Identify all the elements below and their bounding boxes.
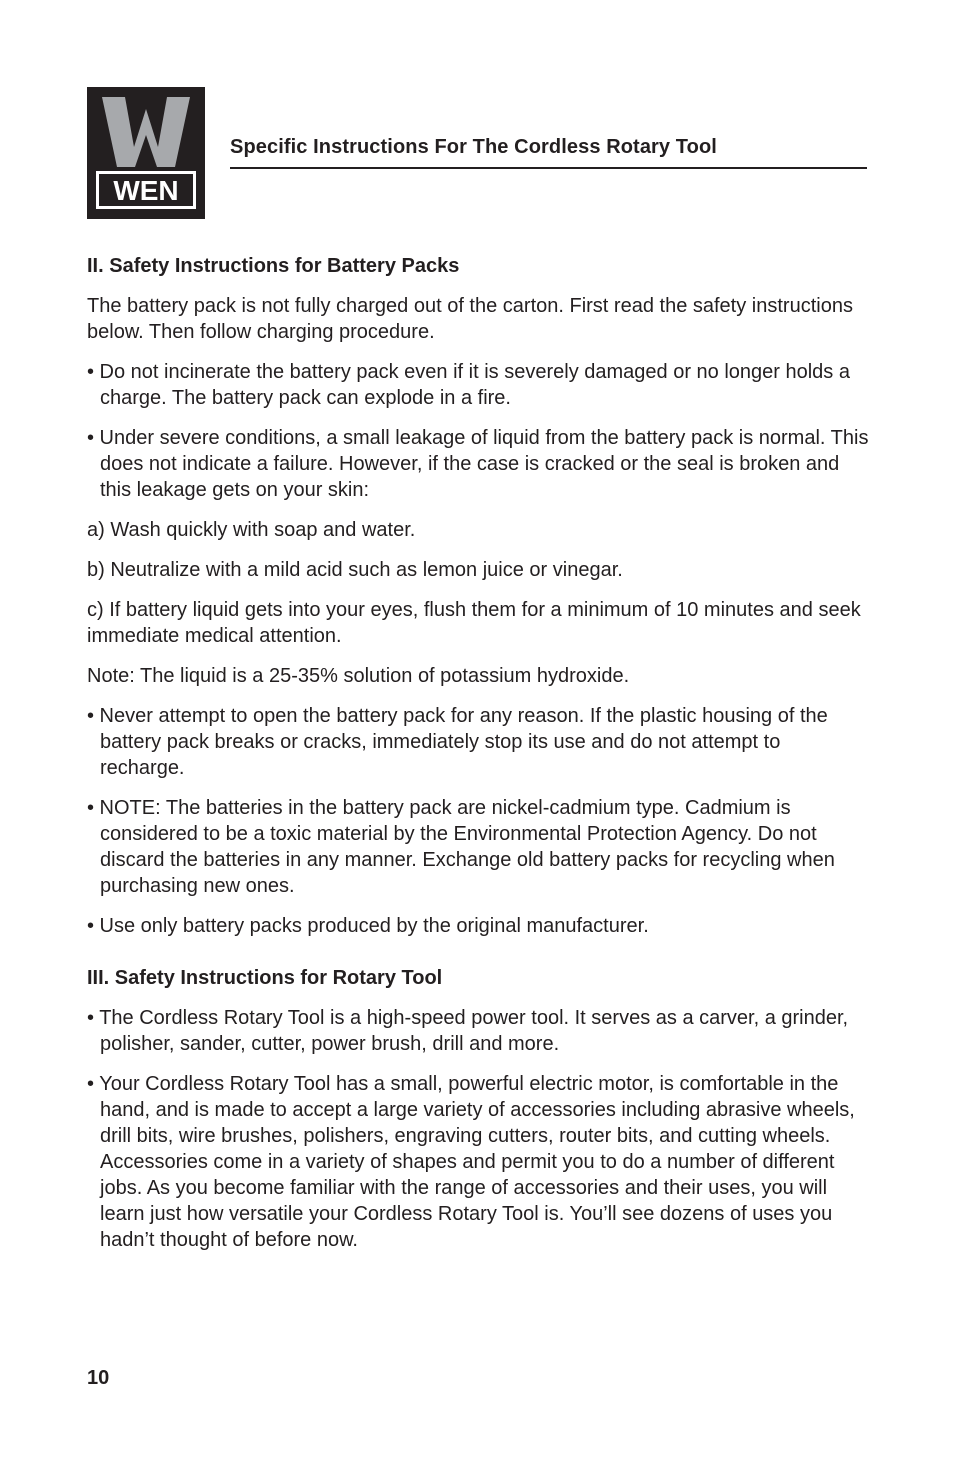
rotary-section-heading: III. Safety Instructions for Rotary Tool: [87, 967, 443, 989]
step-c: c) If battery liquid gets into your eyes, flush them for a minimum of 10 minutes and seek immediate medical attention.: [87, 599, 861, 647]
note-liquid: Note: The liquid is a 25-35% solution of potassium hydroxide.: [87, 665, 630, 687]
step-a: a) Wash quickly with soap and water.: [87, 519, 416, 541]
bullet-highspeed: • The Cordless Rotary Tool is a high-speed power tool. It serves as a carver, a grinder, polisher, sander, cutter, power brush, drill and more.: [87, 1007, 849, 1055]
bullet-open: • Never attempt to open the battery pack for any reason. If the plastic housing of the battery pack breaks or cracks, immediately stop its use and do not attempt to recharge.: [87, 705, 828, 779]
page-body: [87, 253, 869, 1253]
bullet-original: • Use only battery packs produced by the original manufacturer.: [87, 915, 649, 937]
bullet-nicad: • NOTE: The batteries in the battery pack are nickel-cadmium type. Cadmium is considered to be a toxic material by the Environmental Protection Agency. Do not discard the batteries in any manner. Exchange old battery packs for recycling when purchasing new ones.: [87, 797, 835, 897]
bullet-motor: • Your Cordless Rotary Tool has a small, powerful electric motor, is comfortable in the hand, and is made to accept a large variety of accessories including abrasive wheels, drill bits, wire brushes, polishers, engraving cutters, router bits, and cutting wheels. Accessories come in a variety of shapes and permit you to do a number of different jobs. As you become familiar with the range of accessories and their uses, you will learn just how versatile your Cordless Rotary Tool is. You’ll see dozens of uses you hadn’t thought of before now.: [87, 1073, 855, 1251]
header-divider: [230, 167, 867, 169]
logo-wordmark: WEN: [113, 175, 179, 206]
step-b: b) Neutralize with a mild acid such as lemon juice or vinegar.: [87, 559, 623, 581]
page-number: 10: [87, 1367, 110, 1389]
bullet-incinerate: • Do not incinerate the battery pack even if it is severely damaged or no longer holds a charge. The battery pack can explode in a fire.: [87, 361, 850, 409]
page-header-title: Specific Instructions For The Cordless Rotary Tool: [230, 136, 717, 158]
wen-logo-mark: [87, 87, 205, 219]
battery-section-heading: II. Safety Instructions for Battery Packs: [87, 255, 460, 277]
wen-logo: [87, 87, 205, 219]
bullet-leakage: • Under severe conditions, a small leakage of liquid from the battery pack is normal. This does not indicate a failure. However, if the case is cracked or the seal is broken and this leakage gets on your skin:: [87, 427, 869, 501]
battery-intro: The battery pack is not fully charged out of the carton. First read the safety instructions below. Then follow charging procedure.: [87, 295, 853, 343]
